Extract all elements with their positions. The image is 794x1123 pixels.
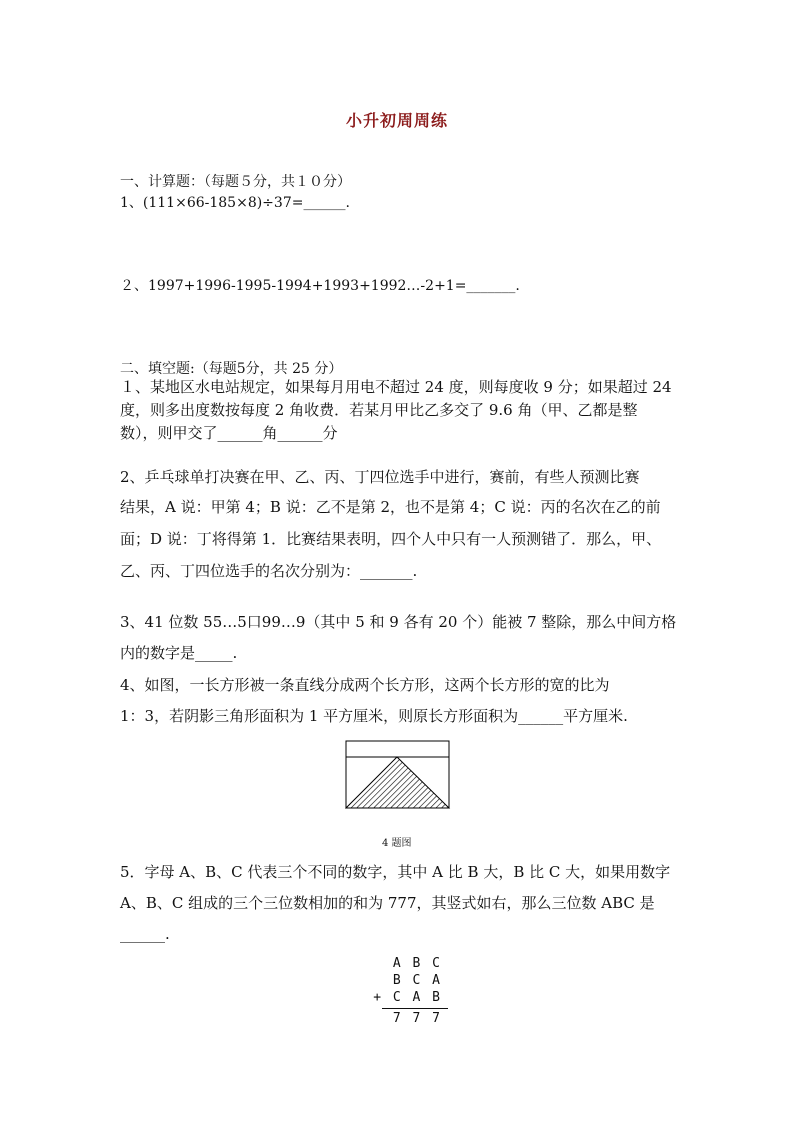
- q1-line-1: １、某地区水电站规定，如果每月用电不超过 24 度，则每度收 9 分；如果超过 24: [120, 378, 672, 396]
- q2-line-3: 面；D 说：丁将得第 1．比赛结果表明，四个人中只有一人预测错了．那么，甲、: [120, 530, 662, 548]
- q3-line-2: 内的数字是_____.: [120, 644, 238, 662]
- q4-line-2: 1：3，若阴影三角形面积为 1 平方厘米，则原长方形面积为______平方厘米.: [120, 707, 628, 725]
- q4-line-1: 4、如图，一长方形被一条直线分成两个长方形，这两个长方形的宽的比为: [120, 676, 610, 694]
- q5-line-3: ______.: [120, 925, 170, 943]
- addition-rule: [382, 1008, 448, 1009]
- q1-line-3: 数），则甲交了______角______分: [120, 424, 338, 442]
- q5-line-1: 5．字母 A、B、C 代表三个不同的数字，其中 A 比 B 大，B 比 C 大，如果用数字: [120, 863, 671, 881]
- q2-line-4: 乙、丙、丁四位选手的名次分别为：_______.: [120, 562, 418, 580]
- addition-sum: 7 7 7: [392, 1011, 442, 1026]
- addition-row-1: A B C: [392, 956, 442, 971]
- addition-row-2: B C A: [392, 973, 442, 988]
- q3-line-1: 3、41 位数 55…5口99…9（其中 5 和 9 各有 20 个）能被 7 整除，那么中间方格: [120, 613, 677, 631]
- section1-question-1: 1、(111×66-185×8)÷37=______.: [120, 195, 350, 211]
- figure-caption: 4 题图: [382, 838, 412, 849]
- section2-heading: 二、填空题:（每题5分，共 25 分）: [120, 361, 343, 377]
- section1-heading: 一、计算题：（每题５分，共１０分）: [120, 174, 351, 190]
- q1-line-2: 度，则多出度数按每度 2 角收费．若某月甲比乙多交了 9.6 角（甲、乙都是整: [120, 401, 638, 419]
- section1-question-2: ２、1997+1996-1995-1994+1993+1992…-2+1=_______.: [120, 278, 520, 294]
- q5-line-2: A、B、C 组成的三个三位数相加的和为 777，其竖式如右，那么三位数 ABC 是: [120, 894, 655, 912]
- addition-row-3: + C A B: [373, 990, 442, 1005]
- rectangle-triangle-figure: [345, 740, 451, 810]
- page-title: 小升初周周练: [345, 111, 448, 130]
- q2-line-1: 2、乒乓球单打决赛在甲、乙、丙、丁四位选手中进行，赛前，有些人预测比赛: [120, 468, 640, 486]
- q2-line-2: 结果，A 说：甲第 4；B 说：乙不是第 2，也不是第 4；C 说：丙的名次在乙的前: [120, 498, 661, 516]
